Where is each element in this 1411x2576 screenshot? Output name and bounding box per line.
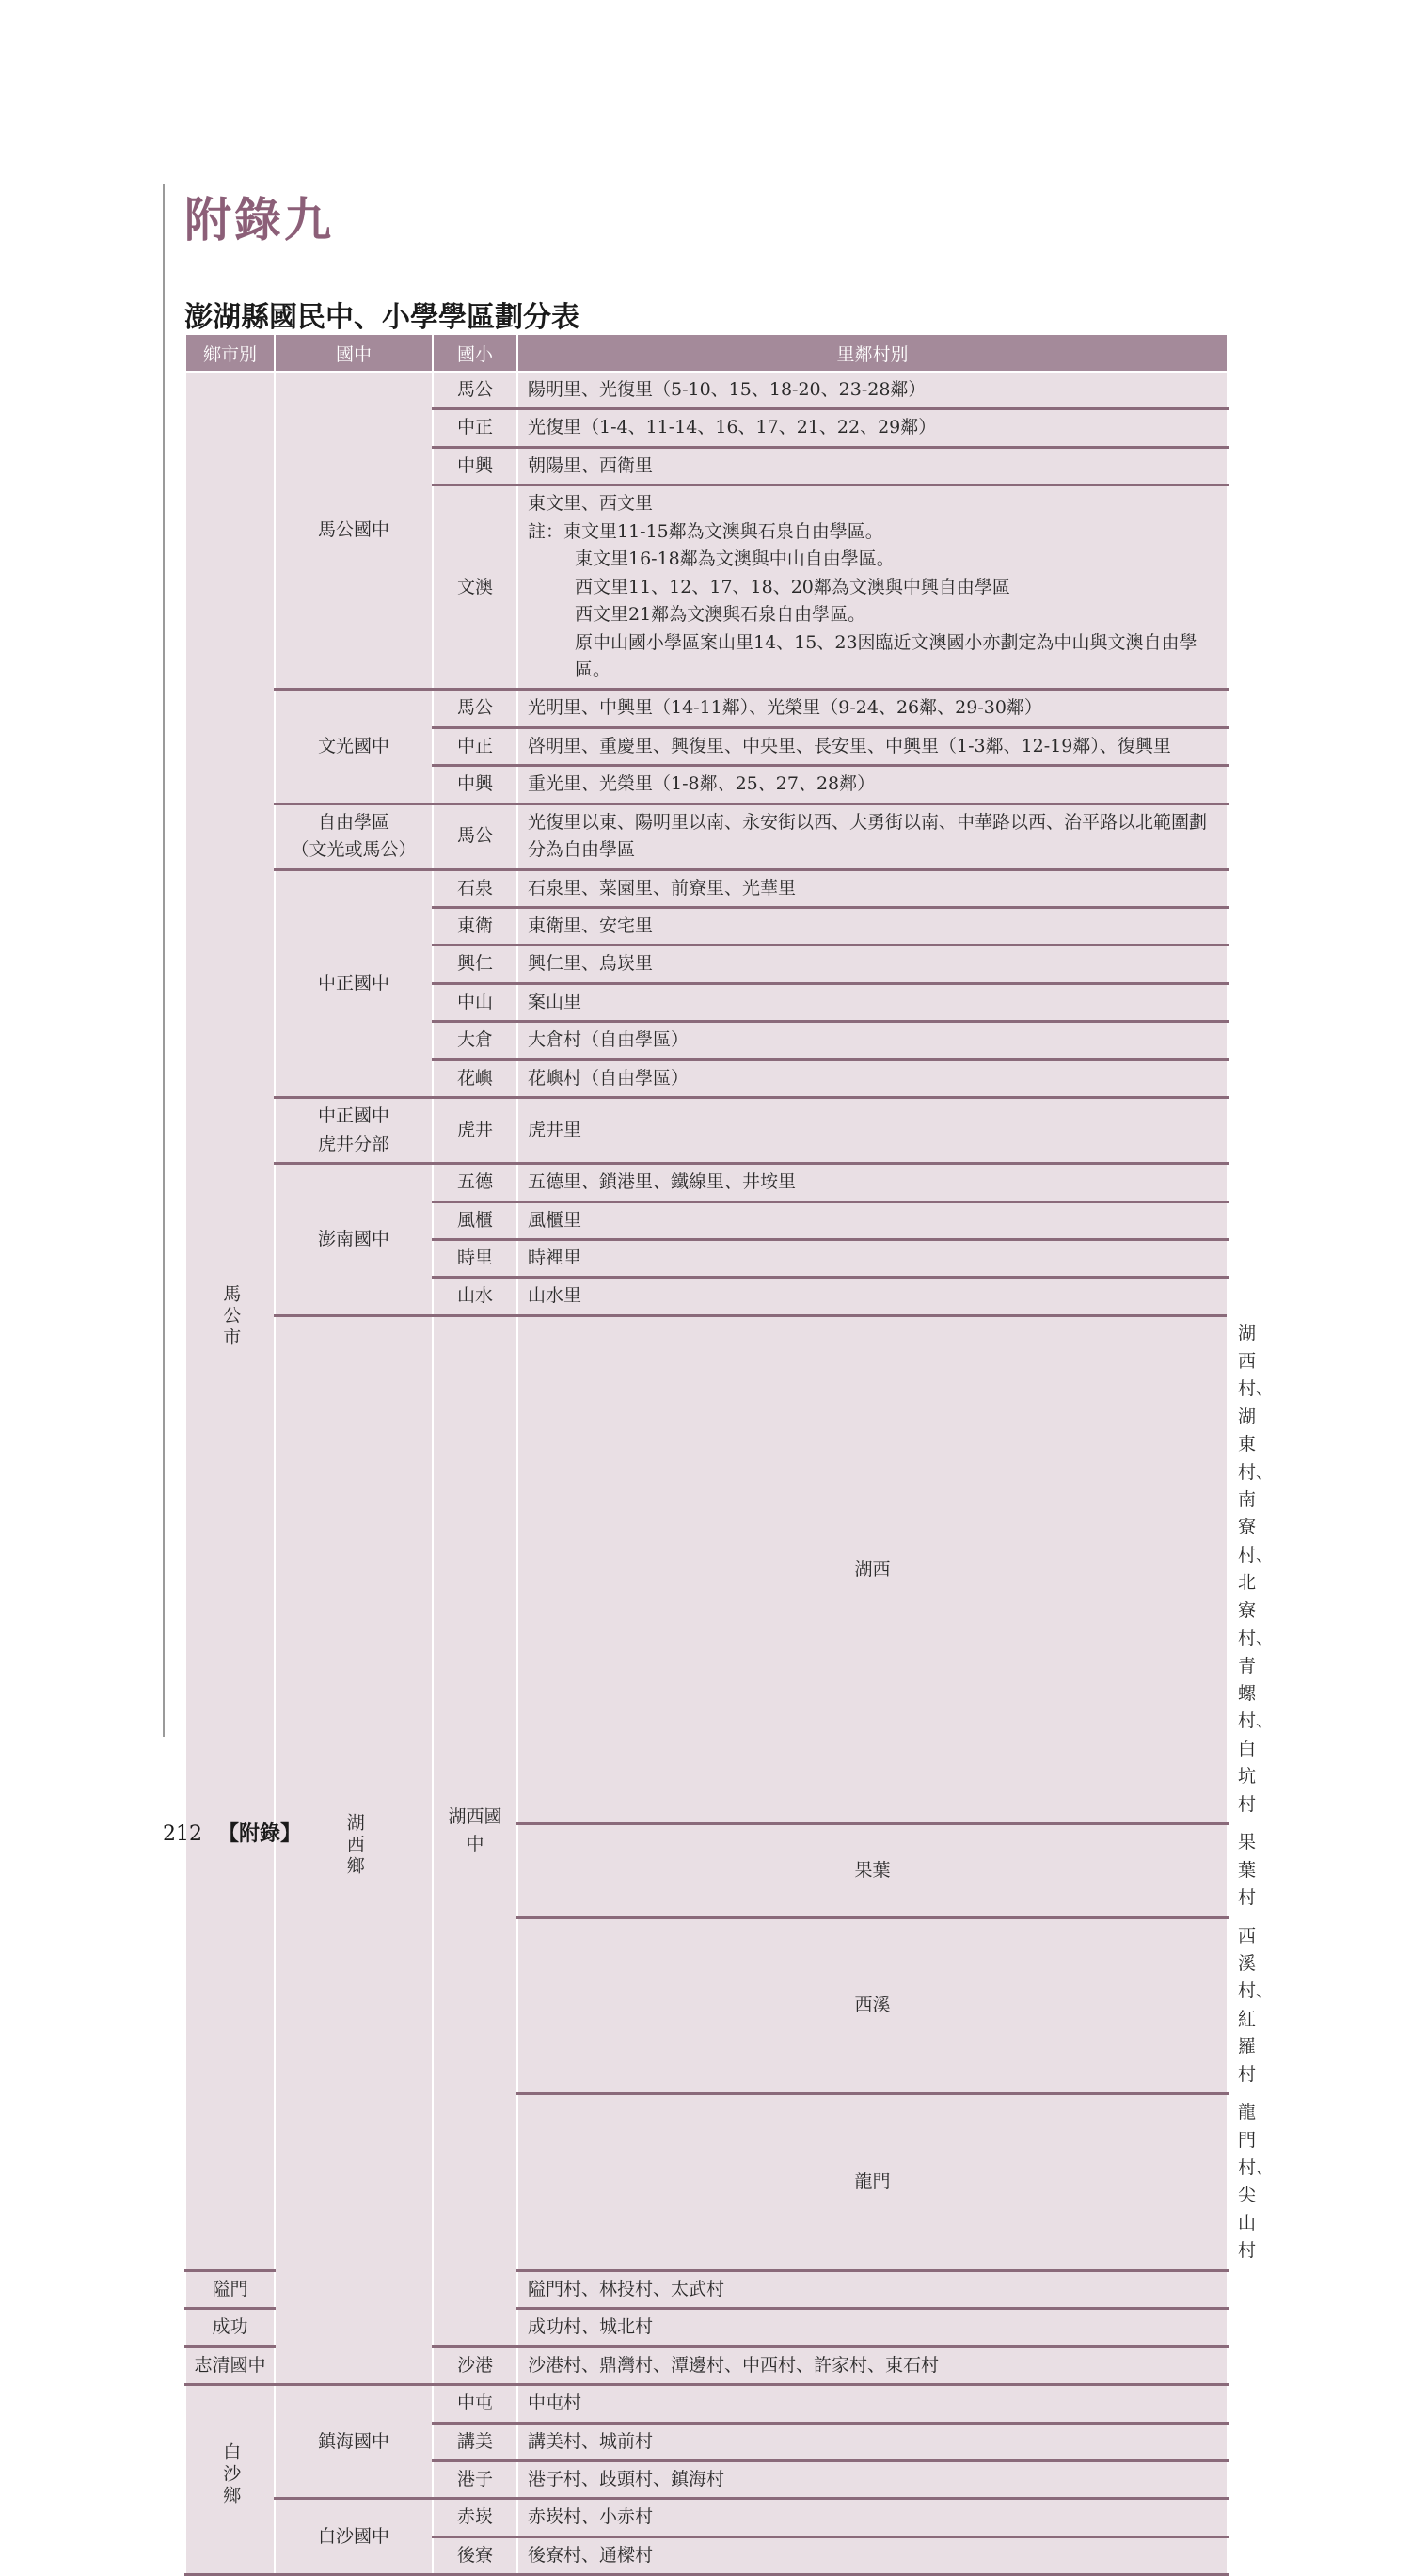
elem-cell: 湖西 bbox=[517, 1315, 1228, 1823]
junior-line: 虎井分部 bbox=[317, 1133, 389, 1154]
village-cell: 港子村、歧頭村、鎮海村 bbox=[517, 2460, 1228, 2498]
table-row bbox=[185, 1164, 1228, 1201]
village-cell: 虎井里 bbox=[517, 1098, 1228, 1164]
elem-cell: 龍門 bbox=[517, 2094, 1228, 2271]
elem-cell: 中興 bbox=[433, 766, 517, 803]
table-row bbox=[185, 2385, 1228, 2423]
village-cell: 重光里、光榮里（1-8鄰、25、27、28鄰） bbox=[517, 766, 1228, 803]
village-cell: 光明里、中興里（14-11鄰）、光榮里（9-24、26鄰、29-30鄰） bbox=[517, 690, 1228, 727]
note-line: 西文里11、12、17、18、20鄰為文澳與中興自由學區 bbox=[575, 576, 1010, 597]
elem-cell: 沙港 bbox=[433, 2346, 517, 2384]
note-line: 註：東文里11-15鄰為文澳與石泉自由學區。 bbox=[528, 520, 883, 542]
village-cell: 花嶼村（自由學區） bbox=[517, 1059, 1228, 1097]
elem-cell: 中正 bbox=[433, 409, 517, 447]
elem-cell: 時里 bbox=[433, 1239, 517, 1277]
note-line: 西文里21鄰為文澳與石泉自由學區。 bbox=[575, 604, 866, 626]
note-line: 東文里16-18鄰為文澳與中山自由學區。 bbox=[575, 549, 895, 570]
junior-line: 自由學區 bbox=[317, 811, 389, 833]
header-elem: 國小 bbox=[433, 334, 517, 372]
village-cell: 中屯村 bbox=[517, 2385, 1228, 2423]
city-cell-baisha bbox=[185, 2385, 275, 2575]
village-cell: 石泉里、菜園里、前寮里、光華里 bbox=[517, 869, 1228, 907]
table-row: 湖西鄉 湖西國中 湖西 湖西村、湖東村、南寮村、北寮村、青螺村、白坑村 bbox=[185, 1315, 1228, 1823]
village-cell: 時裡里 bbox=[517, 1239, 1228, 1277]
junior-cell: 湖西國中 bbox=[433, 1315, 517, 2346]
appendix-title: 附錄九 bbox=[184, 192, 334, 247]
elem-cell: 成功 bbox=[185, 2309, 275, 2346]
junior-cell: 澎南國中 bbox=[275, 1164, 433, 1316]
elem-cell: 馬公 bbox=[433, 690, 517, 727]
junior-cell: 志清國中 bbox=[185, 2346, 275, 2384]
village-cell-with-notes bbox=[517, 485, 1228, 690]
table-row bbox=[185, 2499, 1228, 2536]
junior-cell: 中正國中 bbox=[275, 869, 433, 1098]
elem-cell: 花嶼 bbox=[433, 1059, 517, 1097]
elem-cell: 馬公 bbox=[433, 803, 517, 869]
junior-cell bbox=[275, 803, 433, 869]
table-row bbox=[185, 372, 1228, 409]
header-junior: 國中 bbox=[275, 334, 433, 372]
village-cell: 陽明里、光復里（5-10、15、18-20、23-28鄰） bbox=[517, 372, 1228, 409]
elem-cell: 風櫃 bbox=[433, 1201, 517, 1239]
page-number: 212 bbox=[163, 1822, 202, 1846]
elem-cell: 西溪 bbox=[517, 1917, 1228, 2094]
village-cell: 五德里、鎖港里、鐵線里、井垵里 bbox=[517, 1164, 1228, 1201]
junior-cell: 文光國中 bbox=[275, 690, 433, 803]
elem-cell: 中正 bbox=[433, 727, 517, 765]
elem-cell: 果葉 bbox=[517, 1824, 1228, 1917]
city-cell-huxi bbox=[275, 1315, 433, 2384]
elem-cell: 中山 bbox=[433, 983, 517, 1021]
section-label: 【附錄】 bbox=[218, 1821, 302, 1846]
elem-cell: 大倉 bbox=[433, 1022, 517, 1059]
elem-cell: 山水 bbox=[433, 1278, 517, 1315]
elem-cell: 興仁 bbox=[433, 946, 517, 983]
elem-cell: 東衛 bbox=[433, 908, 517, 946]
village-cell: 風櫃里 bbox=[517, 1201, 1228, 1239]
village-cell: 山水里 bbox=[517, 1278, 1228, 1315]
elem-cell: 後寮 bbox=[433, 2536, 517, 2574]
junior-cell: 白沙國中 bbox=[275, 2499, 433, 2575]
village-cell: 隘門村、林投村、太武村 bbox=[517, 2270, 1228, 2308]
elem-cell: 赤崁 bbox=[433, 2499, 517, 2536]
left-margin-rule bbox=[163, 184, 165, 1737]
table-row: 果葉 果葉村 bbox=[185, 1824, 1228, 1917]
elem-cell: 虎井 bbox=[433, 1098, 517, 1164]
table-row bbox=[185, 869, 1228, 907]
village-cell: 興仁里、烏崁里 bbox=[517, 946, 1228, 983]
elem-cell: 石泉 bbox=[433, 869, 517, 907]
header-city: 鄉市別 bbox=[185, 334, 275, 372]
school-district-table-wrapper bbox=[184, 333, 1275, 2576]
village-cell: 案山里 bbox=[517, 983, 1228, 1021]
elem-cell: 中屯 bbox=[433, 2385, 517, 2423]
elem-cell: 文澳 bbox=[433, 485, 517, 690]
elem-cell: 講美 bbox=[433, 2423, 517, 2460]
village-cell: 光復里以東、陽明里以南、永安街以西、大勇街以南、中華路以西、治平路以北範圍劃分為自由學區 bbox=[517, 803, 1228, 869]
village-cell: 後寮村、通樑村 bbox=[517, 2536, 1228, 2574]
table-row: 西溪 西溪村、紅羅村 bbox=[185, 1917, 1228, 2094]
village-cell: 大倉村（自由學區） bbox=[517, 1022, 1228, 1059]
table-header-row bbox=[185, 334, 1228, 372]
table-title: 澎湖縣國民中、小學學區劃分表 bbox=[184, 301, 579, 334]
junior-line: （文光或馬公） bbox=[291, 839, 417, 861]
city-name: 白沙鄉 bbox=[220, 2442, 242, 2508]
village-cell: 講美村、城前村 bbox=[517, 2423, 1228, 2460]
junior-cell: 鎮海國中 bbox=[275, 2385, 433, 2499]
elem-cell: 五德 bbox=[433, 1164, 517, 1201]
table-row bbox=[185, 690, 1228, 727]
note-line: 原中山國小學區案山里14、15、23因臨近文澳國小亦劃定為中山與文澳自由學區。 bbox=[575, 631, 1197, 680]
elem-cell: 中興 bbox=[433, 447, 517, 485]
village-cell: 東衛里、安宅里 bbox=[517, 908, 1228, 946]
village-cell: 朝陽里、西衛里 bbox=[517, 447, 1228, 485]
junior-cell: 馬公國中 bbox=[275, 372, 433, 690]
table-row: 龍門 龍門村、尖山村 bbox=[185, 2094, 1228, 2271]
city-name: 湖西鄉 bbox=[343, 1813, 365, 1879]
village-cell: 啓明里、重慶里、興復里、中央里、長安里、中興里（1-3鄰、12-19鄰）、復興里 bbox=[517, 727, 1228, 765]
junior-cell bbox=[275, 1098, 433, 1164]
school-district-table bbox=[184, 333, 1275, 2576]
city-name: 馬公市 bbox=[220, 1283, 242, 1349]
elem-cell: 隘門 bbox=[185, 2270, 275, 2308]
note-line: 東文里、西文里 bbox=[528, 493, 654, 515]
village-cell: 成功村、城北村 bbox=[517, 2309, 1228, 2346]
page-footer bbox=[163, 1818, 301, 1847]
village-cell: 光復里（1-4、11-14、16、17、21、22、29鄰） bbox=[517, 409, 1228, 447]
header-village: 里鄰村別 bbox=[517, 334, 1228, 372]
village-cell: 赤崁村、小赤村 bbox=[517, 2499, 1228, 2536]
elem-cell: 港子 bbox=[433, 2460, 517, 2498]
elem-cell: 馬公 bbox=[433, 372, 517, 409]
junior-line: 中正國中 bbox=[317, 1105, 389, 1127]
village-cell: 沙港村、鼎灣村、潭邊村、中西村、許家村、東石村 bbox=[517, 2346, 1228, 2384]
table-row bbox=[185, 803, 1228, 869]
city-cell-magong bbox=[185, 372, 275, 2270]
table-row bbox=[185, 1098, 1228, 1164]
